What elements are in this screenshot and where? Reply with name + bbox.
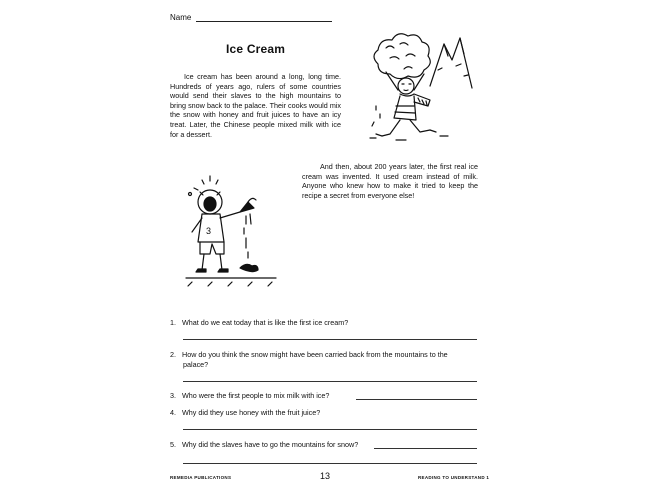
question-2-continued: palace? — [183, 360, 209, 369]
question-text: Why did they use honey with the fruit juice? — [182, 408, 321, 417]
question-text: Why did the slaves have to go the mountains for snow? — [182, 440, 359, 449]
question-2 — [170, 350, 448, 360]
question-1 — [170, 318, 348, 328]
slave-carrying-snow-icon — [360, 26, 475, 144]
paragraph-1: Ice cream has been around a long, long time. Hundreds of years ago, rulers of some countries would send their slaves to the high mountains to bring snow back to the palace. Their cooks would mix the snow with honey and fruit juices to have an icy treat. Later, the Chinese people mixed milk with ice for a dessert. — [170, 72, 341, 139]
page-title: Ice Cream — [226, 42, 286, 56]
answer-line-2[interactable] — [183, 381, 477, 382]
answer-line-1[interactable] — [183, 339, 477, 340]
question-number: 4. — [170, 408, 176, 417]
question-number: 1. — [170, 318, 176, 327]
question-text: Who were the first people to mix milk with ice? — [182, 391, 330, 400]
question-number: 5. — [170, 440, 176, 449]
page-number: 13 — [320, 471, 331, 481]
svg-text:3: 3 — [206, 226, 212, 236]
answer-line-5b[interactable] — [183, 463, 477, 464]
answer-line-5[interactable] — [374, 448, 477, 449]
question-number: 3. — [170, 391, 176, 400]
footer-publisher: REMEDIA PUBLICATIONS — [170, 475, 232, 480]
paragraph-2: And then, about 200 years later, the first real ice cream was invented. It used cream instead of milk. Anyone who knew how to make it tried to keep the recipe a secret from everyone else! — [302, 162, 478, 200]
question-text: What do we eat today that is like the first ice cream? — [182, 318, 349, 327]
answer-line-3[interactable] — [356, 399, 477, 400]
question-5 — [170, 440, 358, 450]
question-4 — [170, 408, 320, 418]
child-with-ice-cream-icon — [182, 172, 282, 290]
question-3 — [170, 391, 329, 401]
question-number: 2. — [170, 350, 176, 359]
name-field[interactable] — [196, 21, 332, 22]
footer-series: READING TO UNDERSTAND 1 — [418, 475, 490, 480]
answer-line-4[interactable] — [183, 429, 477, 430]
question-text: How do you think the snow might have been carried back from the mountains to the — [182, 350, 448, 359]
name-label: Name — [170, 13, 192, 22]
